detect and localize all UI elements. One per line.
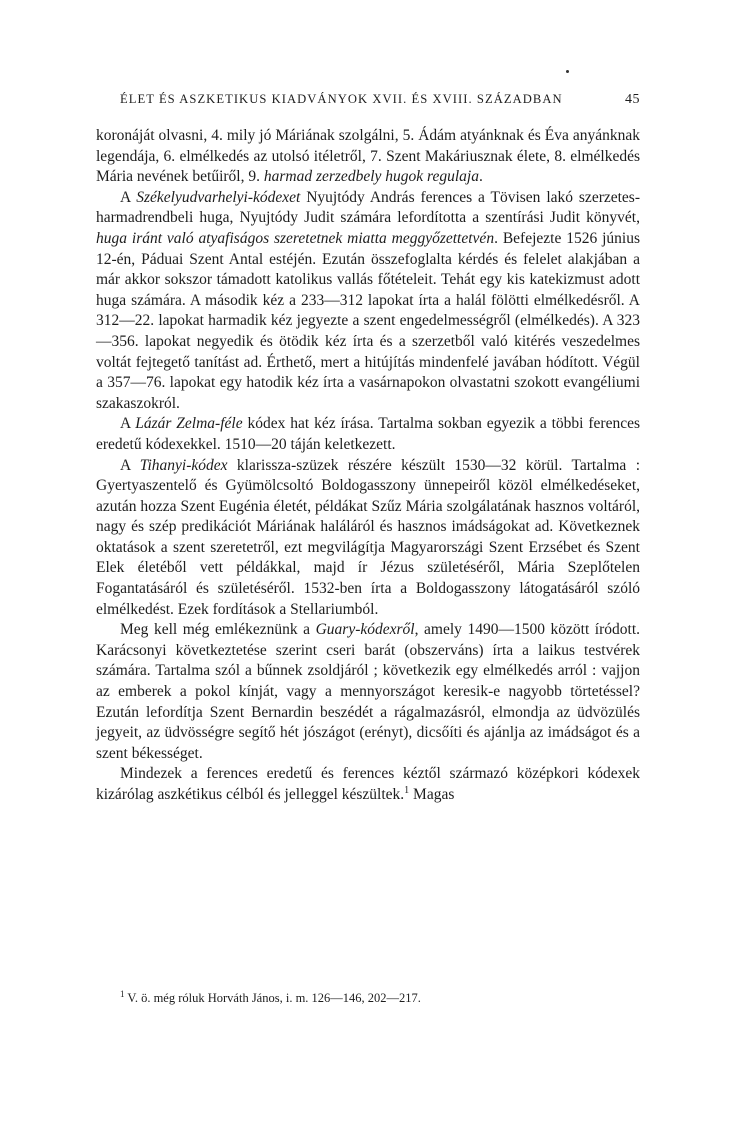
paragraph: [96, 414, 640, 455]
paragraph: [96, 456, 640, 621]
footnote: [120, 986, 640, 1006]
paragraph: [96, 764, 640, 805]
text-run: A: [120, 456, 140, 474]
text-run: kódex hat kéz írása. Tartalma sokban egyezik a többi ferences eredetű kódexekkel. 1510—20 táján keletkezett.: [96, 415, 640, 453]
text-run: A: [120, 415, 136, 433]
text-run: .: [478, 168, 483, 186]
text-run: , amely 1490—1500 között íródott. Karácsonyi következtetése szerint cseri barát (obszerváns) írta a laikus testvérek számára. Tartalma szól a bűnnek zsoldjáról ; következik egy elmélkedés arról : vajjon az emberek a pokol kínját, vagy a mennyországot keresik-e nagyobb törtetéssel? Ezután lefordítja Szent Bernardin beszédét a rágalmazásról, elmondja az üdvözülés jegyeit, az üdvösségre segítő hét jószágot (erényt), dicsőíti és ajánlja az imádságot és a szent békességet.: [96, 621, 640, 762]
text-run: A: [120, 188, 137, 206]
italic-title: Székelyudvarhelyi-kódexet: [136, 188, 301, 206]
italic-title: harmad zerzedbely hugok regulaja: [263, 168, 479, 186]
text-run: Nyujtódy András ferences a Tövisen lakó szerzetes-harmadrendbeli huga, Nyujtódy Judit számára lefordította a szentírási Judit könyvét,: [96, 188, 640, 227]
page-number: 45: [625, 92, 640, 107]
text-run: Magas: [409, 786, 455, 803]
footnote-reference: 1: [404, 784, 410, 796]
body-text: [96, 126, 640, 806]
paragraph: [96, 188, 640, 415]
running-title: ÉLET ÉS ASZKETIKUS KIADVÁNYOK XVII. ÉS XVIII. SZÁZADBAN: [120, 92, 563, 106]
running-header: [120, 92, 640, 108]
text-run: koronáját olvasni, 4. mily jó Máriának szolgálni, 5. Ádám atyánknak és Éva anyánknak legendája, 6. elmélkedés az utolsó itéletről, 7. Szent Makáriusznak élete, 8. elmélkedés Mária nevének betűiről, 9.: [96, 127, 640, 186]
italic-title: huga iránt való atyafiságos szeretetnek miatta meggyőzettetvén: [96, 229, 495, 247]
footnote-text: V. ö. még róluk Horváth János, i. m. 126—146, 202—217.: [127, 991, 421, 1006]
footnote-marker: 1: [120, 989, 125, 999]
text-run: Meg kell még emlékeznünk a: [120, 621, 316, 639]
paragraph: [96, 126, 640, 188]
italic-title: Lázár Zelma-féle: [135, 415, 243, 433]
italic-title: Tihanyi-kódex: [139, 456, 228, 474]
print-speck: [566, 70, 569, 73]
text-run: . Befejezte 1526 június 12-én, Páduai Szent Antal estéjén. Ezután összefoglalta kérdés és felelet alakjában a már akkor sokszor támadott katolikus vallás főtételeit. Tehát egy kis katekizmust adott huga számára. A második kéz a 233—312 lapokat írta a halál fölötti elmélkedésről. A 312—22. lapokat harmadik kéz jegyezte a szent engedelmességről (elmélkedés). A 323—356. lapokat negyedik és ötödik kéz írta és a szerzetből való kitérés veszedelmes voltát fejtegető tanítást ad. Érthető, mert a hitújítás mindenfelé javában hódított. Végül a 357—76. lapokat egy hatodik kéz írta a vasárnapokon olvastatni szokott evangéliumi szakaszokról.: [96, 229, 641, 412]
text-run: klarissza-szüzek részére készült 1530—32 körül. Tartalma : Gyertyaszentelő és Gyümölcsoltó Boldogasszony ünnepeiről közöl elmélkedéseket, azután hozza Szent Eugénia életét, példákat Szűz Mária szolgálatának hasznos voltáról, nagy és szép predikációt Máriának haláláról és hasznos imádságokat ad. Következnek oktatások a szent szeretetről, ezt megvilágítja Magyarországi Szent Erzsébet és Szent Elek életéből vett példákkal, majd ír Jézus születéséről, Mária Szeplőtelen Fogantatásáról és születéséről. 1532-ben írta a Boldogasszony látogatásáról szóló elmélkedést. Ezek fordítások a Stellariumból.: [96, 456, 640, 618]
text-run: Mindezek a ferences eredetű és ferences kéztől származó középkori kódexek kizárólag aszkétikus célból és jelleggel készültek.: [96, 765, 640, 803]
paragraph: [96, 620, 640, 764]
italic-title: Guary-kódexről: [315, 621, 415, 639]
